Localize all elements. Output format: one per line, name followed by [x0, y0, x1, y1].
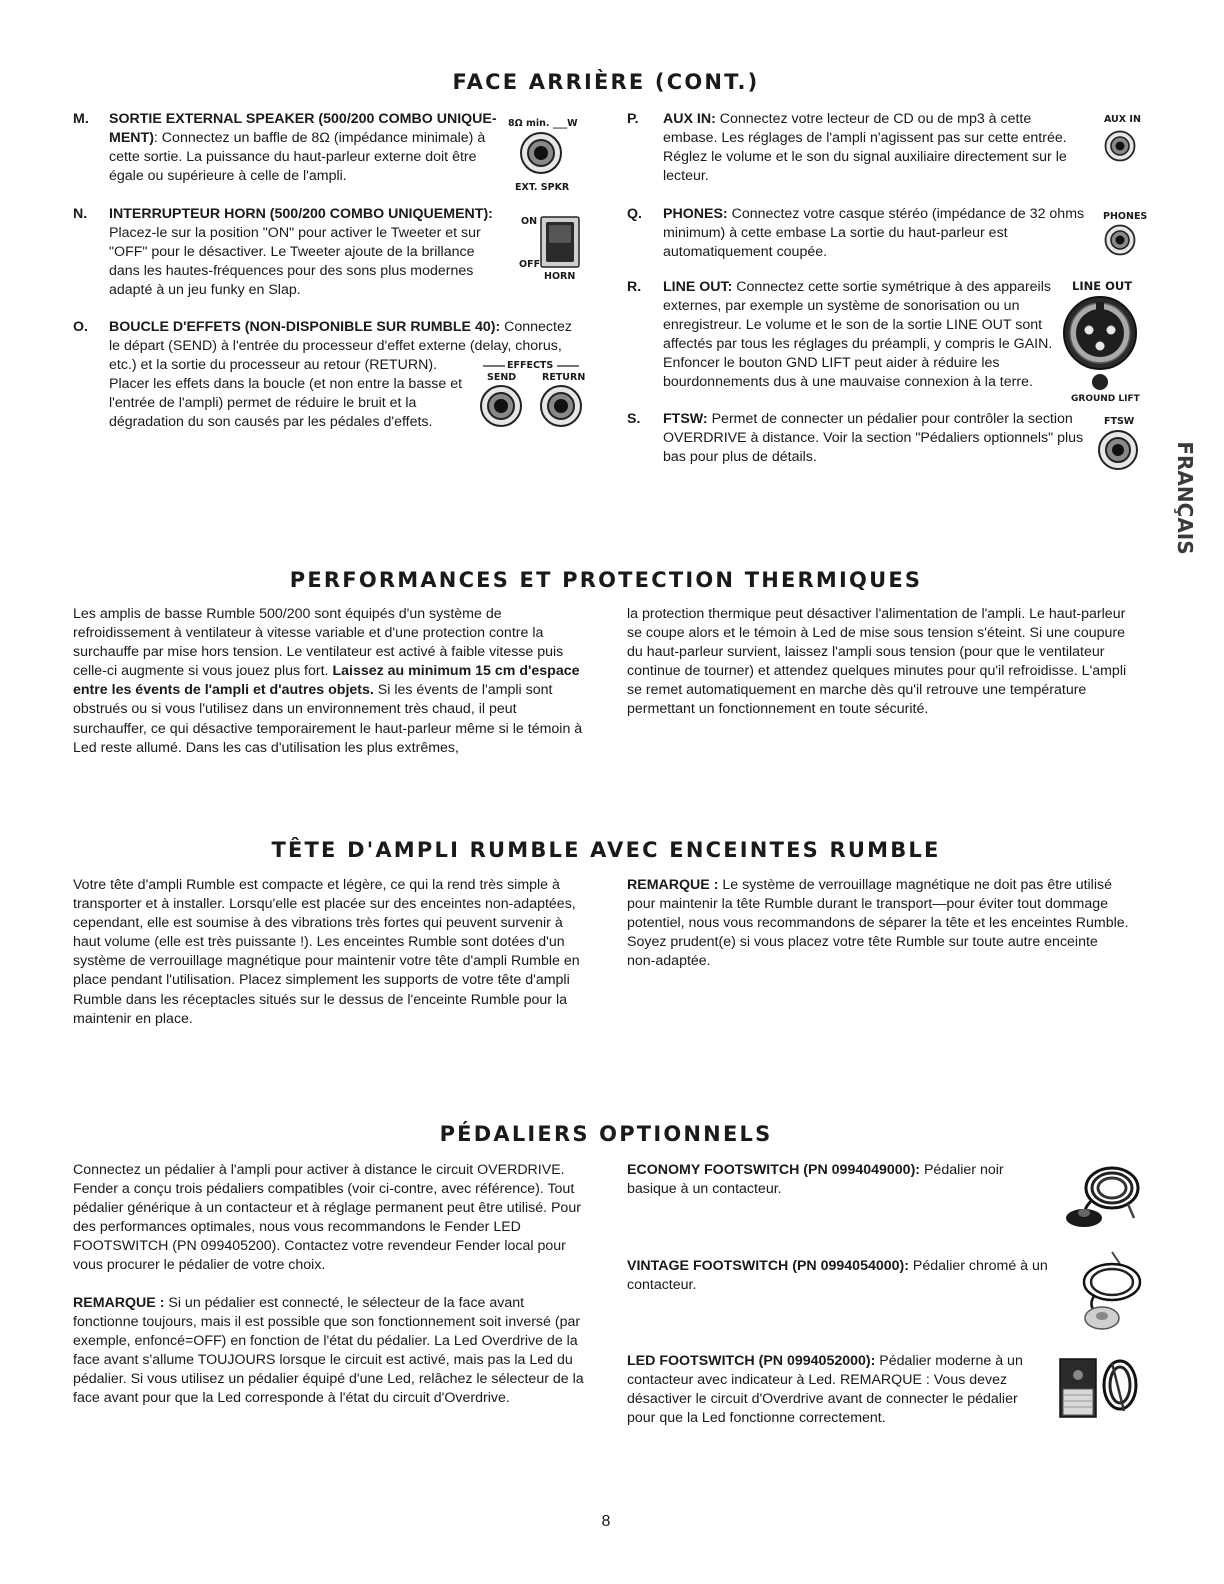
economy-footswitch-title: ECONOMY FOOTSWITCH (PN 0994049000):	[627, 1162, 921, 1178]
item-text: Connectez votre lecteur de CD ou de mp3 à cette embase. Les réglages de l'ampli n'agissent pas sur cette entrée. Réglez le volume et le son du signal auxiliaire directement sur le lecteur.	[663, 111, 1067, 185]
item-letter: M.	[73, 111, 89, 127]
item-body	[663, 410, 1095, 467]
item-title: AUX IN:	[663, 111, 716, 127]
return-jack-icon	[539, 384, 583, 428]
item-letter: R.	[627, 279, 642, 295]
item-text: Connectez votre casque stéréo (impédance de 32 ohms minimum) à cette embase La sortie du haut-parleur est automatiquement coupée.	[663, 206, 1085, 261]
head-right-paragraph	[627, 876, 1129, 971]
section-title-rear: FACE ARRIÈRE (CONT.)	[452, 70, 760, 94]
item-body	[663, 205, 1095, 262]
vintage-footswitch-image	[1076, 1250, 1146, 1332]
language-label: FRANÇAIS	[1173, 441, 1197, 555]
economy-footswitch-paragraph	[627, 1161, 1047, 1199]
item-text: Placez-le sur la position "ON" pour activer le Tweeter et sur "OFF" pour le désactiver. Le Tweeter ajoute de la brillance dans les hautes-fréquences pour des sons plus modernes adapté à un jeu funky en Slap.	[109, 225, 481, 299]
led-footswitch-paragraph	[627, 1352, 1047, 1428]
item-letter: Q.	[627, 206, 642, 222]
item-body	[109, 110, 501, 186]
section-title-thermal: PERFORMANCES ET PROTECTION THERMIQUES	[289, 568, 923, 592]
horn-switch-icon	[540, 216, 580, 268]
economy-footswitch-image	[1062, 1160, 1142, 1230]
thermal-left-bold: Laissez au minimum 15 cm d'espace entre les évents de l'ampli et d'autres objets.	[73, 663, 580, 699]
phones-label: PHONES	[1103, 211, 1148, 222]
led-footswitch-text: Pédalier moderne à un contacteur avec indicateur à Led. REMARQUE : Vous devez désactiver le circuit d'Overdrive avant de connecter le pédalier pour que la Led fonctionne correctement.	[627, 1353, 1023, 1427]
pedals-note-paragraph	[73, 1294, 585, 1409]
horn-label: HORN	[544, 271, 576, 282]
item-body-2: Placer les effets dans la boucle (et non entre la basse et l'entrée de l'ampli) permet de réduire le bruit et la dégradation du son causés par les pédales d'effets.	[109, 376, 463, 431]
item-body	[663, 278, 1063, 393]
section-title-head: TÊTE D'AMPLI RUMBLE AVEC ENCEINTES RUMBLE	[271, 838, 941, 862]
pedals-intro-paragraph: Connectez un pédalier à l'ampli pour activer à distance le circuit OVERDRIVE. Fender a conçu trois pédaliers compatibles (voir ci-contre, avec référence). Tout pédalier générique à un contacteur et à réglage permanent peut être utilisé. Pour des performances optimales, nous vous recommandons le Fender LED FOOTSWITCH (PN 099405200). Contactez votre revendeur Fender local pour vous procurer le pédalier de votre choix.	[73, 1162, 581, 1274]
item-text: Permet de connecter un pédalier pour contrôler la section OVERDRIVE à distance. Voir la section "Pédaliers optionnels" plus bas pour plus de détails.	[663, 411, 1084, 466]
item-title: PHONES:	[663, 206, 728, 222]
page-number: 8	[601, 1513, 611, 1530]
thermal-left-text-b: Si les évents de l'ampli sont obstrués ou si vous l'utilisez dans un environnement très chaud, il peut surchauffer, ce qui désactive temporairement le haut-parleur même si le témoin à Led reste allumé. Dans les cas d'utilisation les plus extrêmes,	[73, 682, 583, 756]
head-remark-text: Le système de verrouillage magnétique ne doit pas être utilisé pour maintenir la tête Rumble durant le transport—pour éviter tout dommage potentiel, nous vous recommandons de séparer la tête et les enceintes Rumble. Soyez prudent(e) si vous placez votre tête Rumble sur toute autre enceinte non-adaptée.	[627, 877, 1129, 970]
item-title: LINE OUT:	[663, 279, 733, 295]
item-text: Connectez le départ (SEND) à l'entrée du processeur d'effet externe (delay, chorus, etc.) et la sortie du processeur au retour (RETURN).	[109, 319, 572, 374]
horn-off-label: OFF	[519, 259, 541, 270]
head-left-paragraph: Votre tête d'ampli Rumble est compacte et légère, ce qui la rend très simple à transporter et à installer. Lorsqu'elle est placée sur des enceintes non-adaptées, cependant, elle est soumise à des vibrations très fortes qui peuvent survenir à haut volume (elle est très puissante !). Les enceintes Rumble sont dotées d'un système de verrouillage magnétique pour maintenir votre tête d'ampli Rumble en place pendant l'utilisation. Placez simplement les supports de votre tête d'ampli Rumble dans les réceptacles situés sur le dessus de l'enceinte Rumble pour la maintenir en place.	[73, 877, 580, 1027]
item-body	[663, 110, 1089, 186]
xlr-line-out-icon	[1062, 295, 1138, 371]
section-title-pedals: PÉDALIERS OPTIONNELS	[439, 1122, 773, 1146]
line-out-label: LINE OUT	[1072, 279, 1133, 293]
ftsw-label: FTSW	[1104, 416, 1135, 427]
thermal-right-paragraph: la protection thermique peut désactiver l'alimentation de l'ampli. Le haut-parleur se coupe alors et le témoin à Led de mise sous tension s'éteint. Si une coupure du haut-parleur survient, laissez l'ampli sous tension (pour que le ventilateur continue de tourner) et attendez quelques minutes pour qu'il refroidisse. L'ampli se remet automatiquement en marche dès qu'il retrouve une température permettant un fonctionnement en toute sécurité.	[627, 606, 1127, 718]
horn-on-label: ON	[521, 216, 538, 227]
vintage-footswitch-title: VINTAGE FOOTSWITCH (PN 0994054000):	[627, 1258, 909, 1274]
pedals-note-bold: REMARQUE :	[73, 1295, 165, 1311]
vintage-footswitch-paragraph	[627, 1257, 1067, 1295]
economy-footswitch-text: Pédalier noir basique à un contacteur.	[627, 1162, 1004, 1198]
item-title: SORTIE EXTERNAL SPEAKER (500/200 COMBO UNIQUE-MENT)	[109, 111, 497, 147]
led-footswitch-title: LED FOOTSWITCH (PN 0994052000):	[627, 1353, 876, 1369]
item-letter: N.	[73, 206, 88, 222]
send-label: SEND	[487, 372, 517, 383]
ext-spkr-jack-icon	[519, 131, 563, 175]
phones-jack-icon	[1104, 224, 1136, 256]
item-text: : Connectez un baffle de 8Ω (impédance minimale) à cette sortie. La puissance du haut-parleur externe doit être égale ou supérieure à celle de l'ampli.	[109, 130, 486, 185]
item-letter: S.	[627, 411, 641, 427]
led-footswitch-image	[1058, 1355, 1140, 1419]
ground-lift-label: GROUND LIFT	[1071, 394, 1140, 404]
item-letter: O.	[73, 319, 88, 335]
head-remark-bold: REMARQUE :	[627, 877, 719, 893]
item-title: FTSW:	[663, 411, 708, 427]
aux-in-label: AUX IN	[1104, 114, 1141, 125]
effects-label: EFFECTS	[507, 360, 554, 371]
thermal-left-paragraph	[73, 605, 585, 758]
item-letter: P.	[627, 111, 639, 127]
item-title: BOUCLE D'EFFETS (NON-DISPONIBLE SUR RUMBLE 40):	[109, 319, 501, 335]
ext-spkr-label: EXT. SPKR	[515, 182, 570, 193]
item-title: INTERRUPTEUR HORN (500/200 COMBO UNIQUEMENT):	[109, 206, 493, 222]
item-text: Connectez cette sortie symétrique à des appareils externes, par exemple un système de sonorisation ou un enregistreur. Le volume et le son de la sortie LINE OUT sont affectés par tous les réglages du préampli, y compris le GAIN. Enfoncer le bouton GND LIFT peut aider à réduire les bourdonnements dus à une mauvaise connexion à la terre.	[663, 279, 1053, 391]
language-side-tab	[1163, 441, 1207, 555]
send-jack-icon	[479, 384, 523, 428]
return-label: RETURN	[542, 372, 586, 383]
ground-lift-button-icon	[1091, 373, 1109, 391]
ext-spkr-rating-label: 8Ω min. ___W	[508, 118, 578, 129]
ftsw-jack-icon	[1097, 429, 1139, 471]
thermal-left-text-a: Les amplis de basse Rumble 500/200 sont équipés d'un système de refroidissement à ventilateur à vitesse variable et d'une protection contre la surchauffe par mise hors tension. Le ventilateur est activé à faible vitesse puis celle-ci augmente si vous jouez plus fort.	[73, 606, 564, 680]
pedals-note-text: Si un pédalier est connecté, le sélecteur de la face avant fonctionne toujours, mais il est possible que son fonctionnement soit inversé (par exemple, enfoncé=OFF) en fonction de l'état du pédalier. La Led Overdrive de la face avant s'allume TOUJOURS lorsque le circuit est activé, mais pas la Led du pédalier. Si vous utilisez un pédalier équipé d'une Led, relâchez le sélecteur de la face avant pour que la Led corresponde à l'état du circuit d'Overdrive.	[73, 1295, 584, 1407]
vintage-footswitch-text: Pédalier chromé à un contacteur.	[627, 1258, 1048, 1294]
aux-in-jack-icon	[1104, 130, 1136, 162]
item-body	[109, 205, 499, 300]
